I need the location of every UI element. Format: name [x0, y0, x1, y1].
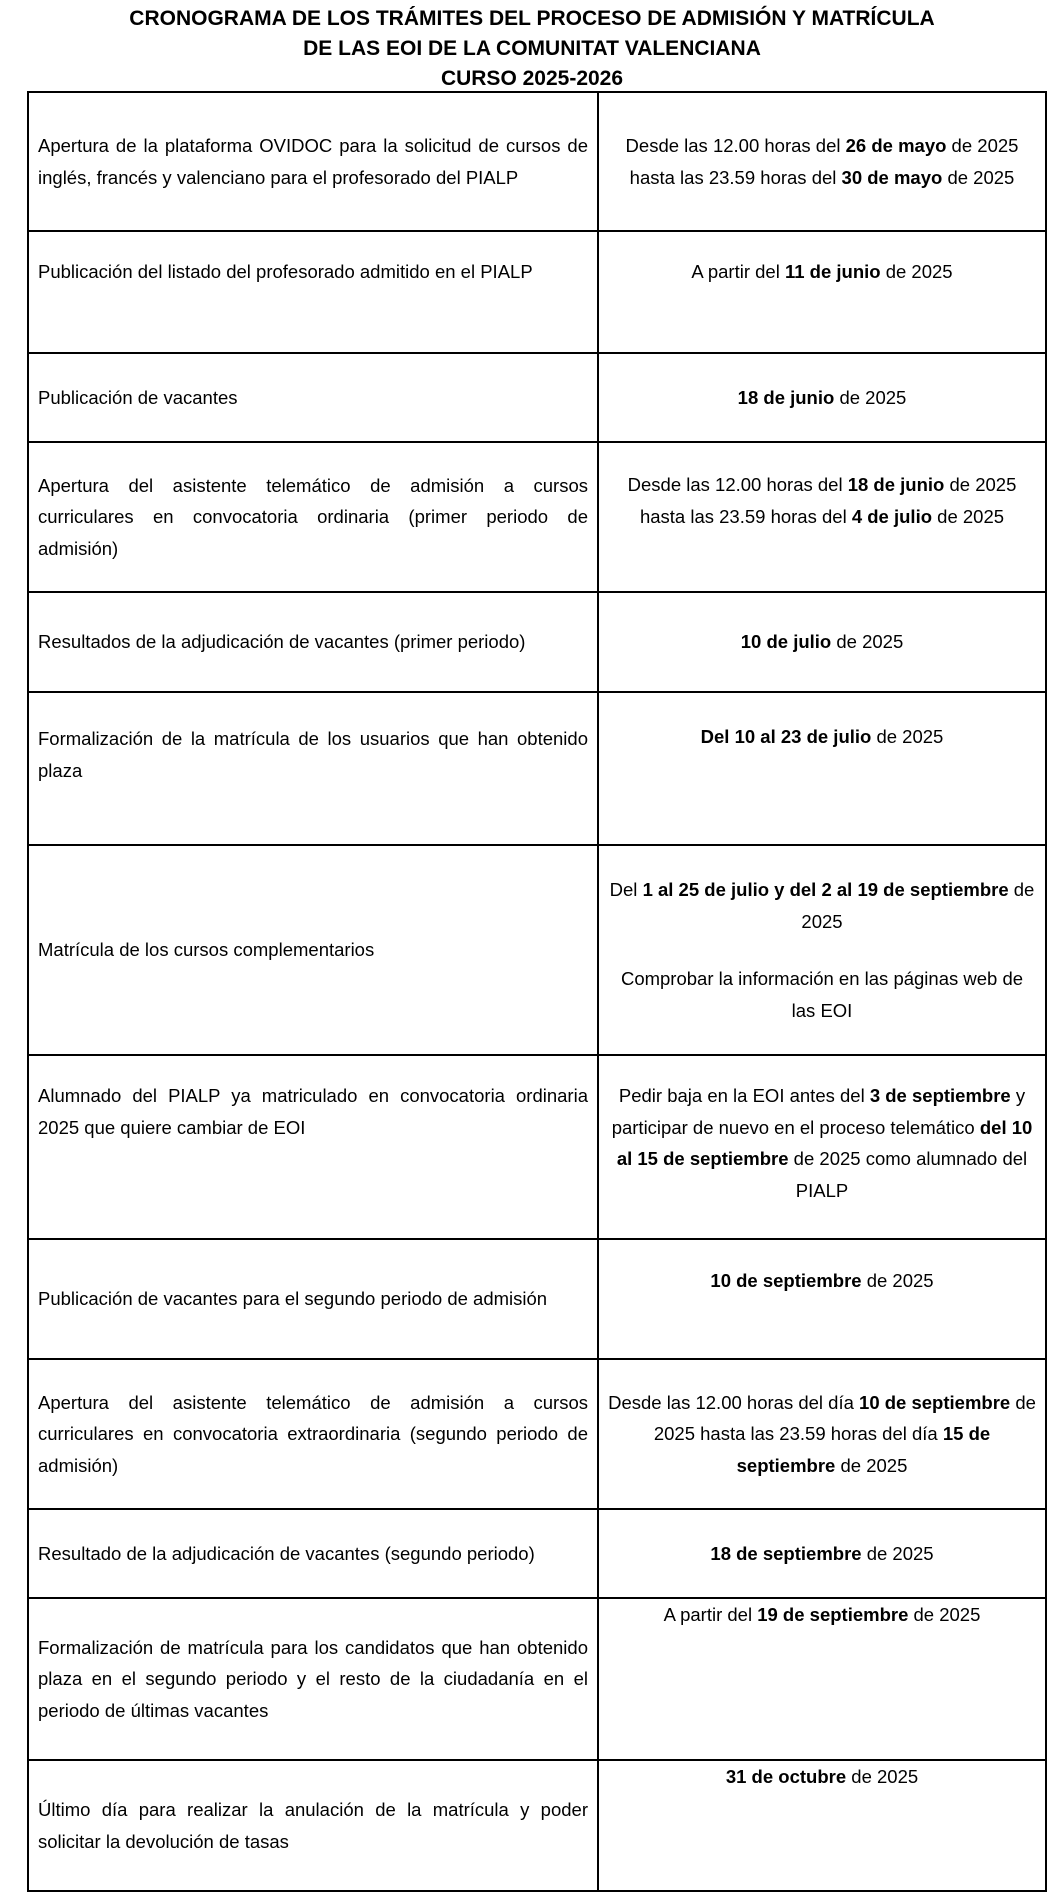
- date-highlight: 3 de septiembre: [869, 1085, 1011, 1106]
- table-row: [28, 692, 1046, 845]
- date-text: de 2025: [801, 879, 1035, 932]
- date-highlight: 10 de julio: [740, 631, 832, 653]
- date-text: Desde las 12.00 horas del: [627, 474, 848, 495]
- table-row: [28, 231, 1046, 353]
- date-text: de 2025: [942, 166, 1015, 188]
- date-text: de 2025 hasta las 23.59 horas del: [639, 474, 1017, 527]
- date-text: de 2025: [908, 1604, 981, 1625]
- date-text: de 2025: [932, 505, 1005, 527]
- date-text: A partir del: [691, 261, 785, 282]
- date-highlight: 10 de septiembre: [859, 1391, 1011, 1413]
- date-text: Desde las 12.00 horas del día: [608, 1391, 860, 1413]
- date-text: de 2025: [834, 386, 907, 408]
- date-cell: [598, 231, 1046, 353]
- procedure-cell: Alumnado del PIALP ya matriculado en convocatoria ordinaria 2025 que quiere cambiar de EOI: [28, 1055, 598, 1239]
- table-row: [28, 353, 1046, 442]
- date-text: de 2025: [831, 631, 904, 653]
- table-row: [28, 592, 1046, 692]
- date-text: Desde las 12.00 horas del: [625, 135, 846, 156]
- date-cell: [598, 1598, 1046, 1760]
- date-highlight: del 10 al 15 de septiembre: [616, 1116, 1033, 1169]
- date-highlight: 18 de junio: [847, 474, 945, 495]
- date-text: de 2025 hasta las 23.59 horas del: [629, 135, 1019, 188]
- date-cell: [598, 1359, 1046, 1509]
- date-cell: [598, 1239, 1046, 1359]
- date-highlight: 31 de octubre: [725, 1766, 847, 1787]
- table-row: [28, 1760, 1046, 1891]
- table-row: [28, 845, 1046, 1055]
- procedure-cell: Apertura del asistente telemático de admisión a cursos curriculares en convocatoria ordinaria (primer periodo de admisión): [28, 442, 598, 592]
- date-text: A partir del: [663, 1604, 758, 1625]
- date-highlight: 11 de junio: [784, 261, 881, 282]
- date-text: de 2025 como alumnado del PIALP: [788, 1148, 1028, 1201]
- procedure-cell: Resultado de la adjudicación de vacantes (segundo periodo): [28, 1509, 598, 1598]
- schedule-table: [27, 91, 1047, 1892]
- date-text: de 2025: [871, 726, 944, 747]
- title-line-3: CURSO 2025-2026: [440, 67, 624, 90]
- date-note: Comprobar la información en las páginas web de las EOI: [620, 968, 1024, 1021]
- date-cell: [598, 353, 1046, 442]
- date-cell: [598, 92, 1046, 231]
- date-highlight: 26 de mayo: [845, 135, 947, 156]
- date-text: de 2025: [861, 1542, 934, 1564]
- title-line-2: DE LAS EOI DE LA COMUNITAT VALENCIANA: [303, 37, 761, 60]
- date-cell: [598, 442, 1046, 592]
- table-row: [28, 92, 1046, 231]
- date-text: Pedir baja en la EOI antes del: [618, 1085, 870, 1106]
- date-cell: [598, 845, 1046, 1055]
- date-cell: [598, 1055, 1046, 1239]
- procedure-cell: Publicación de vacantes para el segundo periodo de admisión: [28, 1239, 598, 1359]
- date-highlight: 18 de septiembre: [710, 1542, 862, 1564]
- date-cell: [598, 1509, 1046, 1598]
- date-cell: [598, 692, 1046, 845]
- date-highlight: 30 de mayo: [841, 166, 943, 188]
- table-row: [28, 442, 1046, 592]
- date-highlight: 4 de julio: [851, 505, 933, 527]
- date-text: de 2025: [835, 1454, 908, 1476]
- table-row: [28, 1359, 1046, 1509]
- date-cell: [598, 1760, 1046, 1891]
- date-highlight: 18 de junio: [737, 386, 835, 408]
- procedure-cell: Formalización de la matrícula de los usuarios que han obtenido plaza: [28, 692, 598, 845]
- table-row: [28, 1509, 1046, 1598]
- table-row: [28, 1598, 1046, 1760]
- title-line-1: CRONOGRAMA DE LOS TRÁMITES DEL PROCESO DE ADMISIÓN Y MATRÍCULA: [129, 7, 935, 30]
- procedure-cell: Formalización de matrícula para los candidatos que han obtenido plaza en el segundo periodo y el resto de la ciudadanía en el periodo de últimas vacantes: [28, 1598, 598, 1760]
- procedure-cell: Último día para realizar la anulación de la matrícula y poder solicitar la devolución de tasas: [28, 1760, 598, 1891]
- date-text: Del: [609, 879, 643, 900]
- spacer: [608, 937, 1036, 963]
- date-text: de 2025 hasta las 23.59 horas del día: [653, 1391, 1036, 1445]
- procedure-cell: Apertura de la plataforma OVIDOC para la solicitud de cursos de inglés, francés y valenciano para el profesorado del PIALP: [28, 92, 598, 231]
- date-highlight: 1 al 25 de julio y del 2 al 19 de septiembre: [642, 879, 1009, 900]
- date-text: de 2025: [846, 1766, 919, 1787]
- procedure-cell: Resultados de la adjudicación de vacantes (primer periodo): [28, 592, 598, 692]
- document-title: [0, 4, 1064, 94]
- date-text: y participar de nuevo en el proceso telemático: [611, 1085, 1026, 1138]
- table-row: [28, 1055, 1046, 1239]
- date-highlight: Del 10 al 23 de julio: [700, 726, 872, 747]
- procedure-cell: Matrícula de los cursos complementarios: [28, 845, 598, 1055]
- procedure-cell: Apertura del asistente telemático de admisión a cursos curriculares en convocatoria extraordinaria (segundo periodo de admisión): [28, 1359, 598, 1509]
- procedure-cell: Publicación de vacantes: [28, 353, 598, 442]
- date-highlight: 19 de septiembre: [757, 1604, 909, 1625]
- date-text: de 2025: [861, 1270, 934, 1291]
- table-row: [28, 1239, 1046, 1359]
- date-highlight: 15 de septiembre: [736, 1423, 991, 1476]
- date-cell: [598, 592, 1046, 692]
- date-highlight: 10 de septiembre: [710, 1270, 862, 1291]
- date-text: de 2025: [880, 261, 953, 282]
- procedure-cell: Publicación del listado del profesorado admitido en el PIALP: [28, 231, 598, 353]
